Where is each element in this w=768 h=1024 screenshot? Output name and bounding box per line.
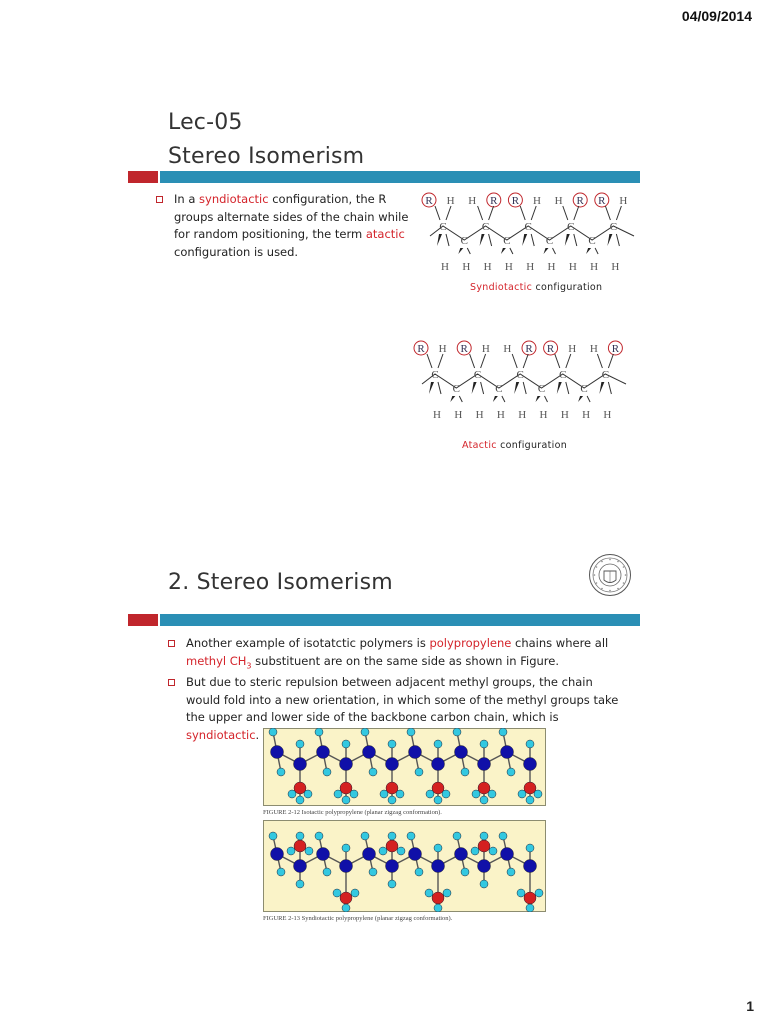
slide2-bullet-1-text: Another example of isotatctic polymers is polypropylene chains where all methyl $CH_3$ substituent are on the same side as shown in Figure. [186,636,609,670]
atactic-structure-diagram [402,336,642,424]
hydrogen-atom [526,740,534,748]
hydrogen-atom [425,889,433,897]
hydrogen-label: H [539,409,548,421]
hydrogen-label: H [481,343,490,355]
carbon-atom-label: C [601,369,610,381]
hydrogen-label: H [582,409,591,421]
r-group-label: R [598,195,606,207]
hydrogen-atom [499,728,507,736]
substituent-bond [563,206,568,220]
hydrogen-atom [443,889,451,897]
r-group-label: R [576,195,584,207]
figure-2-13-caption: FIGURE 2-13 Syndiotactic polypropylene (planar zigzag conformation). [263,915,453,922]
hydrogen-atom [323,868,331,876]
hydrogen-atom [388,796,396,804]
hydrogen-atom [388,880,396,888]
hydrogen-label: H [496,409,505,421]
backbone-carbon-atom [294,860,307,873]
bullet-square-icon [156,196,163,203]
substituent-bond [595,248,598,254]
hydrogen-atom [535,889,543,897]
carbon-atom-label: C [609,221,618,233]
figure-2-12-caption: FIGURE 2-12 Isotactic polypropylene (planar zigzag conformation). [263,809,442,816]
hydrogen-atom [288,790,296,798]
wedge-bond [565,234,570,246]
backbone-carbon-atom [271,746,284,759]
carbon-atom-label: C [567,221,575,233]
hydrogen-atom [379,847,387,855]
carbon-atom-label: C [545,235,554,247]
slide1-bullet-text: In a syndiotactic configuration, the R groups alternate sides of the chain while for random positioning, the term atactic configuration is used. [174,192,409,259]
wedge-bond [586,248,591,254]
hydrogen-atom [351,889,359,897]
substituent-bond [531,234,534,246]
hydrogen-atom [369,768,377,776]
substituent-bond [523,382,526,394]
substituent-bond [467,248,470,254]
r-group-label: R [417,343,425,355]
methyl-carbon-atom [386,840,398,852]
syndiotactic-caption: Syndiotactic configuration [470,282,603,293]
hydrogen-atom [323,768,331,776]
atactic-caption: Atactic configuration [462,440,568,451]
substituent-bond [608,382,611,394]
hydrogen-atom [471,847,479,855]
substituent-bond [597,354,602,368]
substituent-bond [478,206,483,220]
hydrogen-atom [388,832,396,840]
substituent-bond [446,206,451,220]
hydrogen-label: H [619,195,628,207]
hydrogen-atom [415,868,423,876]
hydrogen-label: H [560,409,569,421]
hydrogen-label: H [568,343,577,355]
substituent-bond [553,248,556,254]
r-group-label: R [525,343,533,355]
backbone-carbon-atom [501,746,514,759]
slide2-bar-blue [160,614,640,626]
hydrogen-label: H [438,343,447,355]
hydrogen-label: H [603,409,612,421]
backbone-carbon-atom [363,848,376,861]
hydrogen-atom [269,832,277,840]
hydrogen-atom [426,790,434,798]
hydrogen-label: H [441,261,449,273]
wedge-bond [437,234,442,246]
hydrogen-atom [407,728,415,736]
hydrogen-atom [333,889,341,897]
substituent-bond [574,206,579,220]
wedge-bond [599,382,604,394]
hydrogen-atom [434,904,442,912]
slide2-bar-red [128,614,158,626]
backbone-carbon-atom [432,860,445,873]
substituent-bond [616,206,621,220]
backbone-carbon-atom [455,746,468,759]
r-group-label: R [546,343,555,355]
wedge-bond [501,248,506,254]
hydrogen-label: H [589,343,598,355]
hydrogen-atom [472,790,480,798]
bullet-square-icon [168,640,175,647]
hydrogen-atom [397,847,405,855]
hydrogen-atom [488,790,496,798]
hydrogen-atom [342,796,350,804]
substituent-bond [470,354,475,368]
hydrogen-atom [287,847,295,855]
substituent-bond [587,396,590,402]
r-group-label: R [490,195,498,207]
hydrogen-atom [296,796,304,804]
wedge-bond [578,396,583,402]
hydrogen-atom [480,832,488,840]
hydrogen-atom [277,868,285,876]
hydrogen-label: H [454,409,463,421]
carbon-atom-label: C [559,369,567,381]
hydrogen-label: H [433,409,441,421]
wedge-bond [544,248,549,254]
backbone-carbon-atom [386,758,399,771]
hydrogen-atom [461,768,469,776]
hydrogen-atom [507,768,515,776]
hydrogen-label: H [533,195,541,207]
hydrogen-atom [361,728,369,736]
wedge-bond [458,248,463,254]
backbone-carbon-atom [271,848,284,861]
wedge-bond [514,382,519,394]
title-bar-red [128,171,158,183]
backbone-carbon-atom [409,848,422,861]
hydrogen-label: H [446,195,455,207]
substituent-bond [446,234,449,246]
hydrogen-atom [296,832,304,840]
carbon-atom-label: C [588,235,596,247]
hydrogen-atom [499,832,507,840]
hydrogen-atom [434,740,442,748]
wedge-bond [429,382,434,394]
carbon-atom-label: C [460,235,468,247]
hydrogen-atom [453,832,461,840]
substituent-bond [512,354,517,368]
hydrogen-atom [342,844,350,852]
substituent-bond [605,206,610,220]
methyl-carbon-atom [478,840,490,852]
hydrogen-label: H [547,261,556,273]
carbon-atom-label: C [473,369,482,381]
substituent-bond [502,396,505,402]
r-group-label: R [511,195,520,207]
substituent-bond [523,354,528,368]
backbone-carbon-atom [317,746,330,759]
carbon-atom-label: C [516,369,524,381]
isotactic-polypropylene-figure [263,728,546,806]
hydrogen-atom [517,889,525,897]
backbone-carbon-atom [340,860,353,873]
hydrogen-label: H [462,261,471,273]
carbon-atom-label: C [439,221,447,233]
hydrogen-atom [315,728,323,736]
hydrogen-atom [480,880,488,888]
slide2-title: 2. Stereo Isomerism [168,570,393,595]
page-date: 04/09/2014 [681,8,752,24]
hydrogen-atom [480,740,488,748]
hydrogen-label: H [611,261,620,273]
hydrogen-atom [342,904,350,912]
hydrogen-atom [380,790,388,798]
carbon-atom-label: C [524,221,532,233]
backbone-carbon-atom [478,860,491,873]
backbone-carbon-atom [340,758,353,771]
wedge-bond [450,396,455,402]
backbone-carbon-atom [524,860,537,873]
university-seal-icon [588,553,632,597]
hydrogen-atom [350,790,358,798]
wedge-bond [536,396,541,402]
hydrogen-atom [434,844,442,852]
title-bar-blue [160,171,640,183]
methyl-carbon-atom [524,892,536,904]
hydrogen-atom [369,868,377,876]
page-number: 1 [746,998,754,1014]
hydrogen-atom [361,832,369,840]
substituent-bond [545,396,548,402]
wedge-bond [557,382,562,394]
backbone-carbon-atom [501,848,514,861]
hydrogen-atom [342,740,350,748]
hydrogen-atom [461,868,469,876]
wedge-bond [472,382,477,394]
substituent-bond [459,396,462,402]
methyl-carbon-atom [294,840,306,852]
syndiotactic-structure-diagram [410,188,650,276]
slide1-title: Stereo Isomerism [168,144,365,169]
hydrogen-label: H [468,195,477,207]
wedge-bond [607,234,612,246]
hydrogen-atom [526,844,534,852]
hydrogen-atom [489,847,497,855]
hydrogen-atom [534,790,542,798]
substituent-bond [489,206,494,220]
hydrogen-atom [269,728,277,736]
backbone-carbon-atom [409,746,422,759]
substituent-bond [574,234,577,246]
r-group-label: R [611,343,620,355]
hydrogen-label: H [526,261,535,273]
slide2-bullet-2-text: But due to steric repulsion between adjacent methyl groups, the chain would fold into a new orientation, in which some of the methyl groups take the upper and lower side of the backbone carbon chain, which is syndiotactic. [186,675,619,742]
hydrogen-atom [526,904,534,912]
hydrogen-atom [304,790,312,798]
hydrogen-atom [334,790,342,798]
hydrogen-label: H [483,261,492,273]
hydrogen-atom [407,832,415,840]
hydrogen-atom [277,768,285,776]
wedge-bond [493,396,498,402]
carbon-atom-label: C [481,221,490,233]
substituent-bond [520,206,525,220]
carbon-atom-label: C [580,383,588,395]
hydrogen-atom [296,740,304,748]
substituent-bond [608,354,613,368]
substituent-bond [531,206,536,220]
hydrogen-atom [434,796,442,804]
methyl-carbon-atom [340,892,352,904]
substituent-bond [438,354,443,368]
slide1-title-lecture: Lec-05 [168,110,243,135]
backbone-carbon-atom [386,860,399,873]
hydrogen-atom [315,832,323,840]
hydrogen-atom [453,728,461,736]
backbone-carbon-atom [317,848,330,861]
substituent-bond [616,234,619,246]
substituent-bond [427,354,432,368]
wedge-bond [522,234,527,246]
hydrogen-atom [526,796,534,804]
r-group-label: R [460,343,468,355]
hydrogen-atom [305,847,313,855]
hydrogen-label: H [568,261,577,273]
hydrogen-atom [396,790,404,798]
slide1-bullet [156,191,418,261]
carbon-atom-label: C [431,369,439,381]
hydrogen-label: H [554,195,563,207]
methyl-carbon-atom [432,892,444,904]
hydrogen-label: H [475,409,484,421]
hydrogen-label: H [503,343,512,355]
hydrogen-label: H [590,261,599,273]
hydrogen-atom [507,868,515,876]
backbone-carbon-atom [294,758,307,771]
substituent-bond [566,354,571,368]
substituent-bond [438,382,441,394]
carbon-atom-label: C [503,235,511,247]
backbone-carbon-atom [524,758,537,771]
hydrogen-label: H [504,261,513,273]
substituent-bond [555,354,560,368]
hydrogen-label: H [518,409,527,421]
hydrogen-atom [388,740,396,748]
hydrogen-atom [442,790,450,798]
substituent-bond [489,234,492,246]
substituent-bond [435,206,440,220]
wedge-bond [480,234,485,246]
carbon-atom-label: C [537,383,546,395]
carbon-atom-label: C [452,383,460,395]
backbone-carbon-atom [455,848,468,861]
hydrogen-atom [296,880,304,888]
carbon-atom-label: C [495,383,503,395]
hydrogen-atom [480,796,488,804]
bullet-square-icon [168,679,175,686]
r-group-label: R [425,195,433,207]
substituent-bond [481,354,486,368]
substituent-bond [510,248,513,254]
syndiotactic-polypropylene-figure [263,820,546,912]
backbone-carbon-atom [432,758,445,771]
backbone-carbon-atom [478,758,491,771]
hydrogen-atom [518,790,526,798]
backbone-carbon-atom [363,746,376,759]
substituent-bond [481,382,484,394]
slide2-bullet-1 [168,635,628,674]
substituent-bond [566,382,569,394]
hydrogen-atom [415,768,423,776]
